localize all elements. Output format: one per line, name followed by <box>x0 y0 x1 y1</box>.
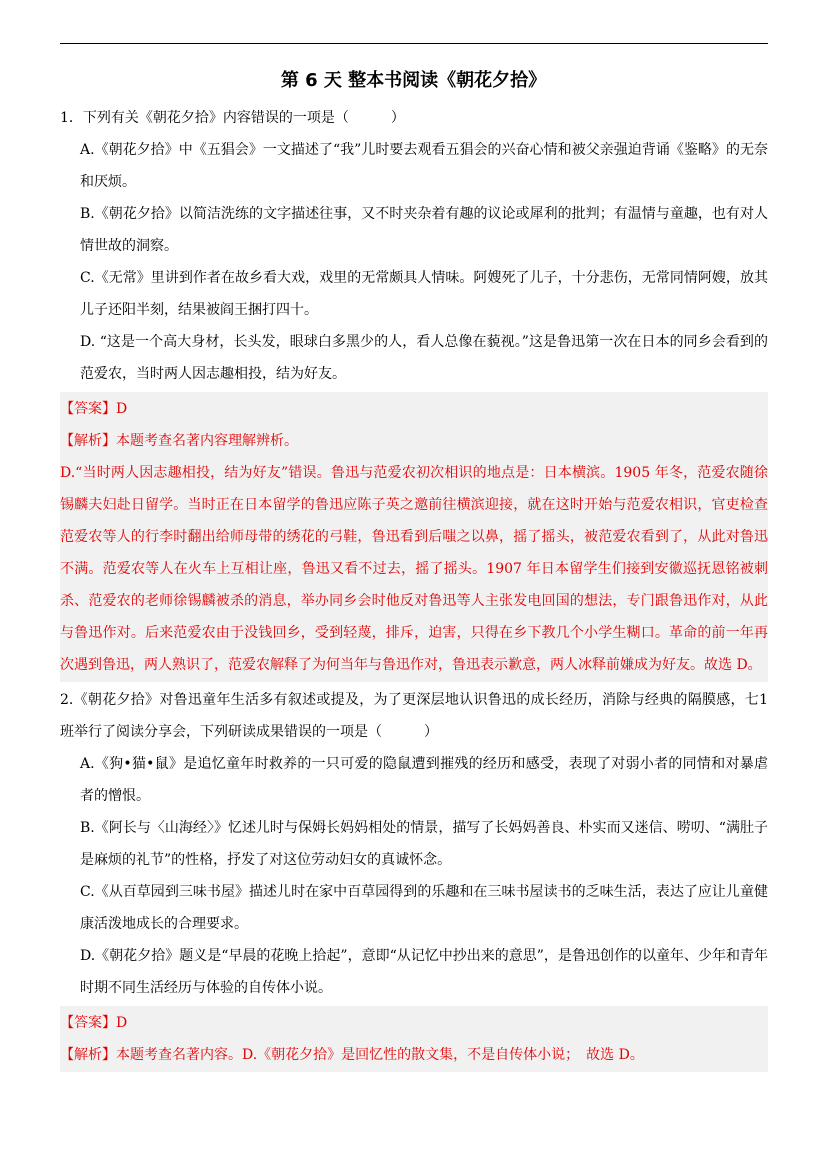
question-1-option-d: D. “这是一个高大身材，长头发，眼球白多黑少的人，看人总像在藐视。”这是鲁迅第一次在日本的同乡会看到的范爱农，当时两人因志趣相投，结为好友。 <box>80 334 768 382</box>
question-1-answer: 【答案】D <box>60 401 128 417</box>
question-1-option-a: A.《朝花夕拾》中《五猖会》一文描述了“我”儿时要去观看五猖会的兴奋心情和被父亲强迫背诵《鉴略》的无奈和厌烦。 <box>80 142 768 190</box>
question-1-option-c: C.《无常》里讲到作者在故乡看大戏，戏里的无常颇具人情味。阿嫂死了儿子，十分悲伤，无常同情阿嫂，放其儿子还阳半刻，结果被阎王捆打四十。 <box>80 270 768 318</box>
question-2-option-b: B.《阿长与〈山海经〉》忆述儿时与保姆长妈妈相处的情景，描写了长妈妈善良、朴实而又迷信、唠叨、“满肚子是麻烦的礼节”的性格，抒发了对这位劳动妇女的真诚怀念。 <box>80 820 768 868</box>
question-1-detail: D.“当时两人因志趣相投，结为好友”错误。鲁迅与范爱农初次相识的地点是：日本横滨。1905 年冬，范爱农随徐锡麟夫妇赴日留学。当时正在日本留学的鲁迅应陈子英之邀前往横滨迎接，就在这时开始与范爱农相识，官吏检查范爱农等人的行李时翻出给师母带的绣花的弓鞋，鲁迅看到后嗤之以鼻，摇了摇头，被范爱农看到了，从此对鲁迅不满。范爱农等人在火车上互相让座，鲁迅又看不过去，摇了摇头。1907 年日本留学生们接到安徽巡抚恩铭被刺杀、范爱农的老师徐锡麟被杀的消息，举办同乡会时他反对鲁迅等人主张发电回国的想法，专门跟鲁迅作对，从此与鲁迅作对。后来范爱农由于没钱回乡，受到轻蔑，排斥，迫害，只得在乡下教几个小学生糊口。革命的前一年再次遇到鲁迅，两人熟识了，范爱农解释了为何当年与鲁迅作对，鲁迅表示歉意，两人冰释前嫌成为好友。故选 D。 <box>60 465 768 673</box>
question-2-option-d: D.《朝花夕拾》题义是“早晨的花晚上拾起”，意即“从记忆中抄出来的意思”，是鲁迅创作的以童年、少年和青年时期不同生活经历与体验的自传体小说。 <box>80 948 768 996</box>
question-2-option-c: C.《从百草园到三味书屋》描述儿时在家中百草园得到的乐趣和在三味书屋读书的乏味生活，表达了应让儿童健康活泼地成长的合理要求。 <box>80 884 768 932</box>
header-rule <box>60 43 768 44</box>
question-2-analysis: 【解析】本题考查名著内容。D.《朝花夕拾》是回忆性的散文集，不是自传体小说； 故选 D。 <box>60 1047 644 1063</box>
question-2-answer-box <box>60 1006 768 1072</box>
question-2-option-a: A.《狗•猫•鼠》是追忆童年时救养的一只可爱的隐鼠遭到摧残的经历和感受，表现了对弱小者的同情和对暴虐者的憎恨。 <box>80 756 768 804</box>
question-2-stem: 2.《朝花夕拾》对鲁迅童年生活多有叙述或提及，为了更深层地认识鲁迅的成长经历，消除与经典的隔膜感，七1 班举行了阅读分享会，下列研读成果错误的一项是（ ） <box>60 692 768 740</box>
document-body <box>60 102 768 1074</box>
question-1-stem: 1．下列有关《朝花夕拾》内容错误的一项是（ ） <box>60 110 405 126</box>
page-title: 第 6 天 整本书阅读《朝花夕拾》 <box>280 70 547 91</box>
question-2-answer: 【答案】D <box>60 1015 128 1031</box>
question-1-analysis: 【解析】本题考查名著内容理解辨析。 <box>60 433 298 449</box>
question-1-answer-box <box>60 392 768 682</box>
question-1-option-b: B.《朝花夕拾》以简洁洗练的文字描述往事，又不时夹杂着有趣的议论或犀利的批判；有温情与童趣，也有对人情世故的洞察。 <box>80 206 768 254</box>
